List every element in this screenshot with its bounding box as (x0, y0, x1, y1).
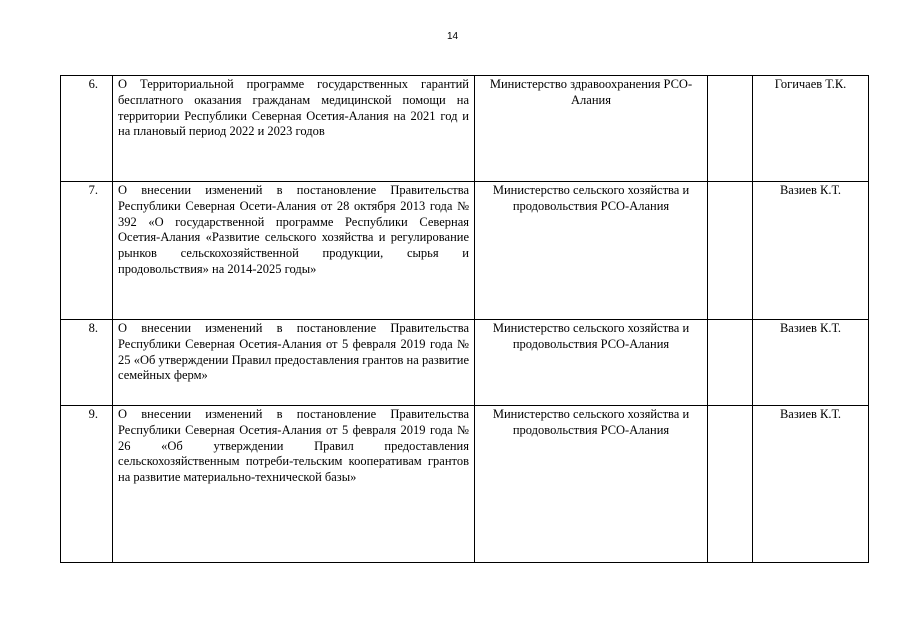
row-extra (708, 76, 753, 182)
row-ministry: Министерство сельского хозяйства и продовольствия РСО-Алания (475, 182, 708, 320)
row-title: О внесении изменений в постановление Правительства Республики Северная Осети-Алания от 28 октября 2013 года № 392 «О государственной программе Республики Северная Осетия-Алания «Развитие сельского хозяйства и регулирование рынков сельскохозяйственной продукции, сырья и продовольствия» на 2014-2025 годы» (113, 182, 475, 320)
table-row (61, 406, 869, 563)
row-extra (708, 320, 753, 406)
row-ministry: Министерство сельского хозяйства и продовольствия РСО-Алания (475, 406, 708, 563)
row-title: О внесении изменений в постановление Правительства Республики Северная Осетия-Алания от 5 февраля 2019 года № 26 «Об утверждении Правил предоставления сельскохозяйственным потреби-тельским кооперативам грантов на развитие материально-технической базы» (113, 406, 475, 563)
row-title: О Территориальной программе государственных гарантий бесплатного оказания гражданам медицинской помощи на территории Республики Северная Осетия-Алания на 2021 год и на плановый период 2022 и 2023 годов (113, 76, 475, 182)
row-responsible: Вазиев К.Т. (753, 320, 869, 406)
row-number: 8. (61, 320, 113, 406)
row-responsible: Гогичаев Т.К. (753, 76, 869, 182)
table-row (61, 320, 869, 406)
row-extra (708, 406, 753, 563)
row-number: 7. (61, 182, 113, 320)
row-title: О внесении изменений в постановление Правительства Республики Северная Осетия-Алания от 5 февраля 2019 года № 25 «Об утверждении Правил предоставления грантов на развитие семейных ферм» (113, 320, 475, 406)
row-ministry: Министерство сельского хозяйства и продовольствия РСО-Алания (475, 320, 708, 406)
row-number: 6. (61, 76, 113, 182)
table-row (61, 76, 869, 182)
table-row (61, 182, 869, 320)
page-number: 14 (446, 31, 459, 42)
row-responsible: Вазиев К.Т. (753, 406, 869, 563)
row-number: 9. (61, 406, 113, 563)
row-ministry: Министерство здравоохранения РСО-Алания (475, 76, 708, 182)
row-responsible: Вазиев К.Т. (753, 182, 869, 320)
agenda-table (60, 75, 869, 563)
row-extra (708, 182, 753, 320)
